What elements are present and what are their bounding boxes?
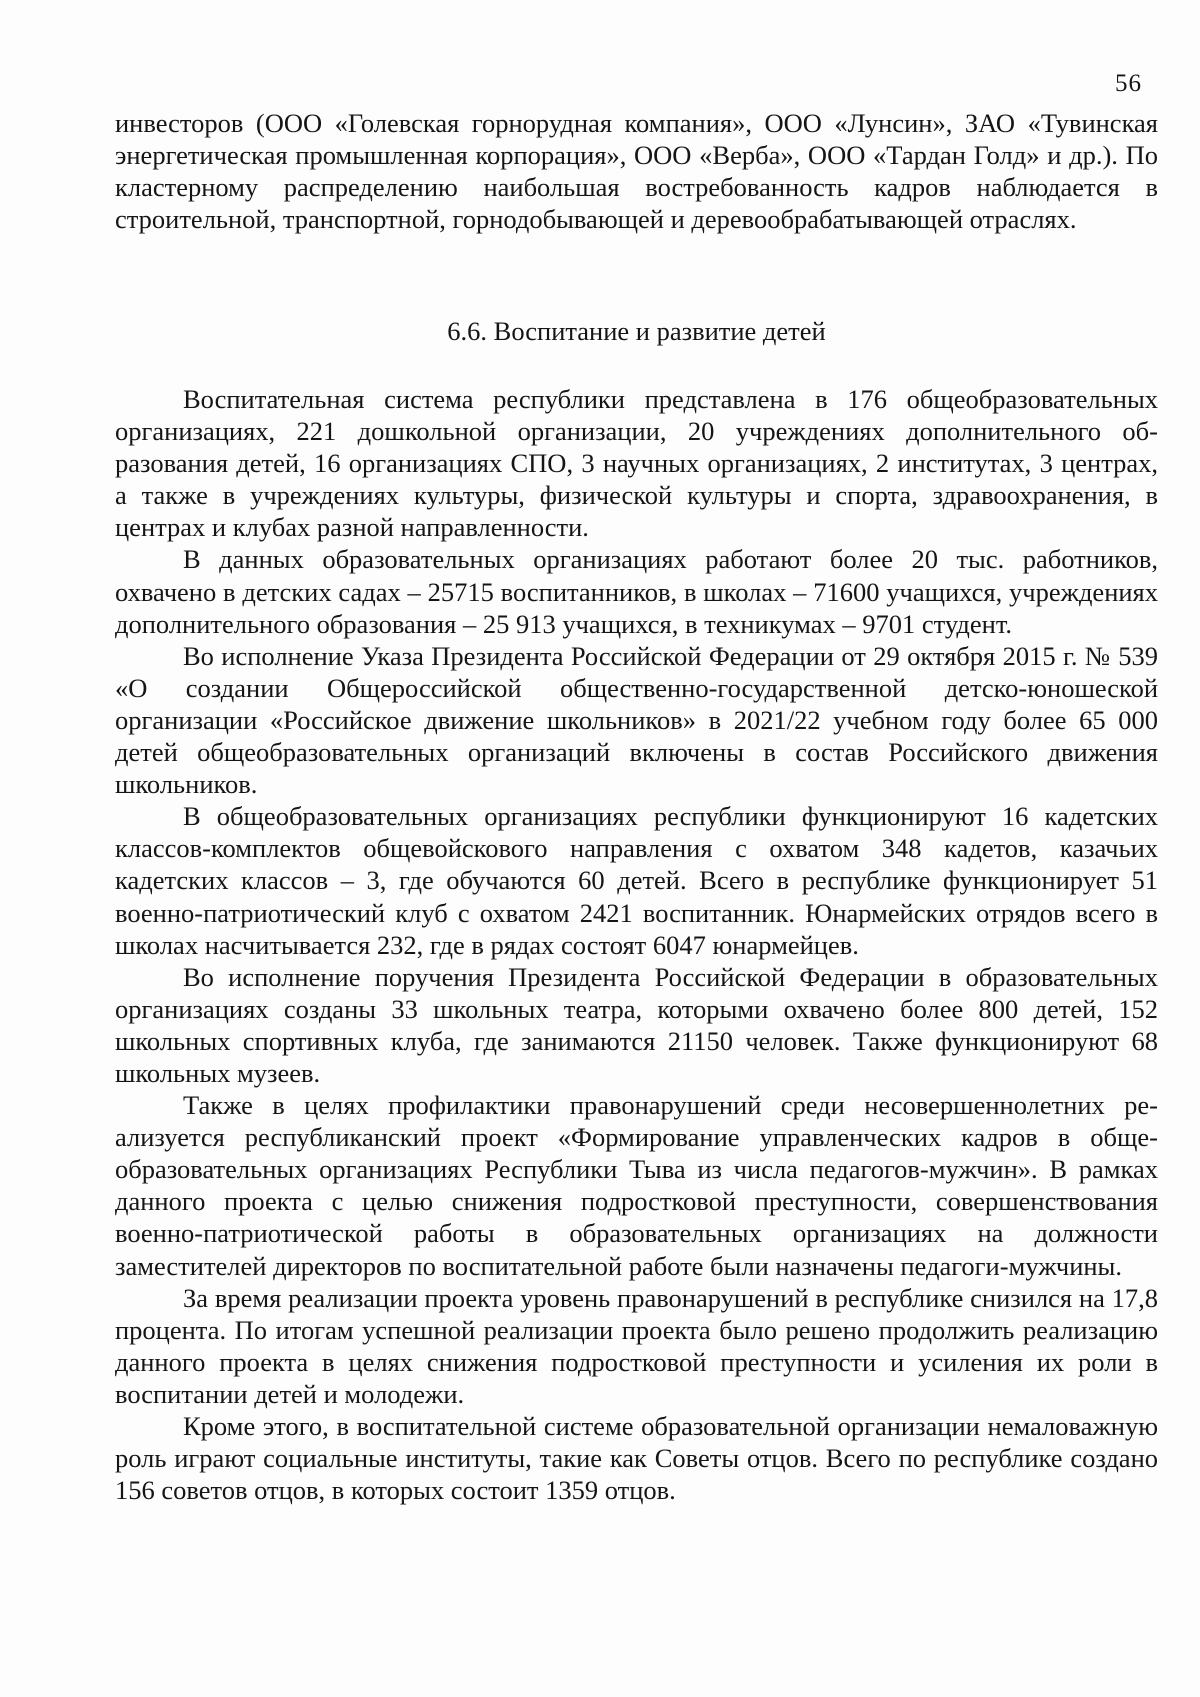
page-number: 56 [1115,70,1142,97]
paragraph-7: За время реализации проекта уровень правонарушений в республике снизился на 17,8 процента. По итогам успешной реализации проекта было решено продолжить реализацию данного проекта в целях снижения подростковой преступности и усиления их роли в воспитании детей и молодежи. [115,1282,1158,1409]
section-body [115,383,1158,1506]
paragraph-4: В общеобразовательных организациях республики функционируют 16 кадетских классов-комплектов общевойскового направления с охватом 348 кадетов, казачьих кадетских классов – 3, где обучаются 60 детей. Всего в республике функционирует 51 военно-патриотический клуб с охватом 2421 воспитанник. Юнармейских отрядов всего в школах насчитывается 232, где в рядах состоят 6047 юнармейцев. [115,801,1158,960]
paragraph-2: В данных образовательных организациях работают более 20 тыс. работников, охвачено в детских садах – 25715 воспитанников, в школах – 71600 учащихся, учреждениях дополнительного образования – 25 913 учащихся, в техникумах – 9701 студент. [115,544,1158,639]
paragraph-6: Также в целях профилактики правонарушений среди несовершеннолетних реализуется республиканский проект «Формирование управленческих кадров в общеобразовательных организациях Республики Тыва из числа педагогов-мужчин». В рамках данного проекта с целью снижения подростковой преступности, совершенствования военно-патриотической работы в образовательных организациях на должности заместителей директоров по воспитательной работе были назначены педагоги-мужчины. [115,1090,1158,1281]
paragraph-8: Кроме этого, в воспитательной системе образовательной организации немаловажную роль играют социальные институты, такие как Советы отцов. Всего по республике создано 156 советов отцов, в которых состоит 1359 отцов. [115,1411,1158,1506]
intro-paragraph: инвесторов (ООО «Голевская горнорудная компания», ООО «Лунсин», ЗАО «Тувинская энергетическая промышленная корпорация», ООО «Верба», ООО «Тардан Голд» и др.). По кластерному распределению наибольшая востребованность кадров наблюдается в строительной, транспортной, горнодобывающей и деревообрабатывающей отраслях. [115,108,1158,235]
section-title: 6.6. Воспитание и развитие детей [447,316,826,346]
paragraph-3: Во исполнение Указа Президента Российской Федерации от 29 октября 2015 г. № 539 «О создании Общероссийской общественно-государственной детско-юношеской организации «Российское движение школьников» в 2021/22 учебном году более 65 000 детей общеобразовательных организаций включены в состав Российского движения школьников. [115,640,1158,800]
paragraph-1: Воспитательная система республики представлена в 176 общеобразовательных организациях, 221 дошкольной организации, 20 учреждениях дополнительного образования детей, 16 организациях СПО, 3 научных организациях, 2 институтах, 3 центрах, а также в учреждениях культуры, физической культуры и спорта, здравоохранения, в центрах и клубах разной направленности. [115,384,1158,543]
intro-block [115,107,1158,235]
paragraph-5: Во исполнение поручения Президента Российской Федерации в образовательных организациях созданы 33 школьных театра, которыми охвачено более 800 детей, 152 школьных спортивных клуба, где занимаются 21150 человек. Также функционируют 68 школьных музеев. [115,961,1158,1088]
